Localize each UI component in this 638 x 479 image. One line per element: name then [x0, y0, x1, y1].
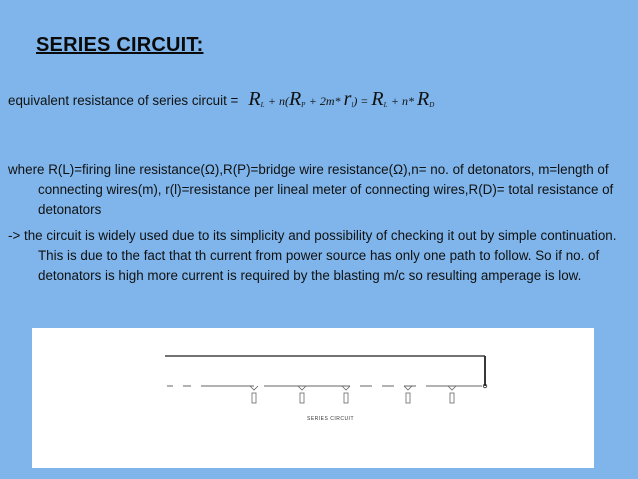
detonator	[250, 386, 258, 403]
formula-term: r	[343, 88, 352, 110]
detonator	[342, 386, 350, 403]
detonator	[448, 386, 456, 403]
series-circuit-diagram	[32, 328, 594, 468]
formula-operator: + 2m*	[308, 94, 344, 108]
formula-term: R	[371, 88, 384, 110]
resistance-formula	[248, 88, 434, 111]
formula-subscript: P	[301, 101, 306, 109]
formula-subscript: L	[383, 101, 388, 109]
formula-term: R	[288, 88, 302, 110]
formula-term: R	[248, 88, 261, 110]
formula-operator: + n*	[390, 94, 417, 108]
detonator	[298, 386, 306, 403]
formula-subscript: l	[351, 101, 354, 109]
definitions-paragraph: where R(L)=firing line resistance(Ω),R(P)=bridge wire resistance(Ω),n= no. of detonators, m=length of connecting wires(m), r(l)=resistance per lineal meter of connecting wires,R(D)= total resistance of detonators	[8, 162, 614, 217]
slide-title: SERIES CIRCUIT:	[36, 34, 204, 56]
figure-caption: SERIES CIRCUIT	[307, 416, 355, 422]
series-circuit-figure	[32, 328, 594, 468]
formula-subscript: D	[429, 101, 435, 109]
formula-term: R	[417, 88, 430, 110]
equation-row	[8, 88, 434, 111]
usage-paragraph: -> the circuit is widely used due to its simplicity and possibility of checking it out by simple continuation. This is due to the fact that th current from power source has only one path to follow. So if no. of detonators is high more current is required by the blasting m/c so resulting amperage is low.	[8, 228, 617, 283]
equation-label: equivalent resistance of series circuit =	[8, 93, 239, 108]
formula-operator: ) =	[353, 94, 372, 108]
detonator	[404, 386, 412, 403]
formula-operator: + n(	[267, 94, 289, 108]
formula-subscript: L	[260, 101, 265, 109]
